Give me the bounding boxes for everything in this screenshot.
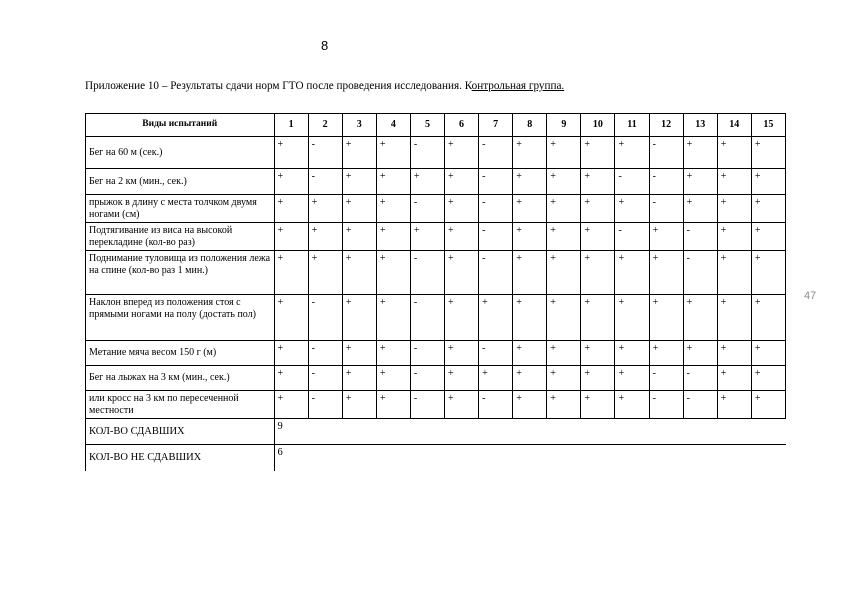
result-mark: + [717, 195, 751, 223]
test-name: Метание мяча весом 150 г (м) [86, 341, 275, 366]
table-summary [86, 419, 786, 471]
result-mark: + [581, 341, 615, 366]
result-mark: + [513, 391, 547, 419]
result-mark: + [717, 251, 751, 295]
result-mark: + [342, 195, 376, 223]
result-mark: - [649, 137, 683, 169]
result-mark: + [342, 137, 376, 169]
result-mark: + [581, 366, 615, 391]
page-number: 8 [321, 38, 329, 53]
result-mark: + [308, 195, 342, 223]
result-mark: + [717, 169, 751, 195]
table-header-row [86, 114, 786, 137]
result-mark: + [479, 366, 513, 391]
passed-count-row [86, 419, 786, 445]
result-mark: + [615, 195, 649, 223]
result-mark: - [308, 391, 342, 419]
result-mark: + [445, 295, 479, 341]
table-body [86, 137, 786, 419]
result-mark: + [274, 295, 308, 341]
result-mark: + [615, 251, 649, 295]
result-mark: - [479, 195, 513, 223]
result-mark: + [751, 341, 785, 366]
result-mark: - [410, 391, 444, 419]
result-mark: + [513, 341, 547, 366]
result-mark: - [479, 341, 513, 366]
result-mark: + [751, 169, 785, 195]
test-name: Бег на 60 м (сек.) [86, 137, 275, 169]
result-mark: + [547, 195, 581, 223]
result-mark: - [410, 251, 444, 295]
result-mark: + [547, 295, 581, 341]
table-row [86, 169, 786, 195]
caption-main: Приложение 10 – Результаты сдачи норм ГТО после проведения исследования. К [85, 80, 472, 92]
result-mark: - [479, 251, 513, 295]
result-mark: - [410, 195, 444, 223]
result-mark: + [274, 366, 308, 391]
result-mark: - [649, 391, 683, 419]
failed-count-row [86, 445, 786, 471]
result-mark: + [445, 341, 479, 366]
result-mark: + [445, 223, 479, 251]
result-mark: + [717, 295, 751, 341]
result-mark: + [717, 341, 751, 366]
result-mark: - [649, 169, 683, 195]
result-mark: + [751, 366, 785, 391]
result-mark: - [308, 341, 342, 366]
result-mark: - [683, 366, 717, 391]
result-mark: + [410, 223, 444, 251]
header-col-4: 4 [376, 114, 410, 137]
result-mark: - [479, 223, 513, 251]
result-mark: + [376, 366, 410, 391]
result-mark: + [513, 169, 547, 195]
result-mark: + [581, 137, 615, 169]
table-row [86, 366, 786, 391]
result-mark: + [581, 251, 615, 295]
result-mark: + [547, 223, 581, 251]
table-row [86, 137, 786, 169]
result-mark: + [342, 169, 376, 195]
result-mark: + [342, 223, 376, 251]
test-name: прыжок в длину с места толчком двумя ногами (см) [86, 195, 275, 223]
caption-tail: онтрольная группа. [471, 80, 565, 92]
result-mark: + [649, 295, 683, 341]
result-mark: + [683, 295, 717, 341]
result-mark: + [581, 223, 615, 251]
table-row [86, 195, 786, 223]
result-mark: + [445, 366, 479, 391]
header-col-7: 7 [479, 114, 513, 137]
table-row [86, 223, 786, 251]
result-mark: + [547, 391, 581, 419]
result-mark: - [410, 137, 444, 169]
header-col-3: 3 [342, 114, 376, 137]
result-mark: - [479, 137, 513, 169]
result-mark: + [683, 195, 717, 223]
result-mark: + [513, 137, 547, 169]
table-row [86, 341, 786, 366]
result-mark: + [513, 195, 547, 223]
result-mark: + [751, 137, 785, 169]
failed-count-value: 6 [274, 445, 785, 471]
table-row [86, 251, 786, 295]
result-mark: + [649, 223, 683, 251]
result-mark: + [376, 137, 410, 169]
result-mark: + [376, 223, 410, 251]
result-mark: + [751, 295, 785, 341]
result-mark: - [615, 169, 649, 195]
result-mark: + [308, 251, 342, 295]
result-mark: + [274, 341, 308, 366]
result-mark: - [479, 391, 513, 419]
test-name: или кросс на 3 км по пересеченной местности [86, 391, 275, 419]
result-mark: + [581, 295, 615, 341]
test-name: Бег на лыжах на 3 км (мин., сек.) [86, 366, 275, 391]
result-mark: - [683, 223, 717, 251]
header-col-10: 10 [581, 114, 615, 137]
header-col-5: 5 [410, 114, 444, 137]
test-name: Наклон вперед из положения стоя с прямыми ногами на полу (достать пол) [86, 295, 275, 341]
result-mark: + [649, 341, 683, 366]
result-mark: + [376, 195, 410, 223]
result-mark: + [274, 223, 308, 251]
result-mark: + [615, 295, 649, 341]
result-mark: + [683, 341, 717, 366]
table-row [86, 295, 786, 341]
result-mark: + [649, 251, 683, 295]
result-mark: - [410, 295, 444, 341]
result-mark: + [445, 137, 479, 169]
result-mark: + [445, 169, 479, 195]
result-mark: + [274, 251, 308, 295]
header-col-8: 8 [513, 114, 547, 137]
test-name: Поднимание туловища из положения лежа на спине (кол-во раз 1 мин.) [86, 251, 275, 295]
result-mark: + [513, 251, 547, 295]
result-mark: + [274, 169, 308, 195]
result-mark: + [615, 137, 649, 169]
failed-count-label: КОЛ-ВО НЕ СДАВШИХ [86, 445, 275, 471]
result-mark: - [615, 223, 649, 251]
gto-results-table [85, 113, 786, 471]
result-mark: + [342, 391, 376, 419]
test-name: Подтягивание из виса на высокой перекладине (кол-во раз) [86, 223, 275, 251]
result-mark: + [717, 391, 751, 419]
result-mark: - [410, 341, 444, 366]
result-mark: + [751, 223, 785, 251]
result-mark: + [410, 169, 444, 195]
result-mark: + [445, 391, 479, 419]
result-mark: + [683, 169, 717, 195]
result-mark: - [308, 169, 342, 195]
passed-count-label: КОЛ-ВО СДАВШИХ [86, 419, 275, 445]
result-mark: + [547, 366, 581, 391]
result-mark: + [376, 169, 410, 195]
result-mark: + [445, 195, 479, 223]
result-mark: + [342, 251, 376, 295]
result-mark: + [547, 169, 581, 195]
table-row [86, 391, 786, 419]
result-mark: + [751, 195, 785, 223]
result-mark: + [717, 366, 751, 391]
result-mark: - [683, 251, 717, 295]
result-mark: + [308, 223, 342, 251]
result-mark: - [308, 295, 342, 341]
header-col-2: 2 [308, 114, 342, 137]
result-mark: - [410, 366, 444, 391]
result-mark: + [445, 251, 479, 295]
result-mark: - [683, 391, 717, 419]
result-mark: + [513, 295, 547, 341]
result-mark: + [274, 195, 308, 223]
result-mark: + [547, 137, 581, 169]
header-col-6: 6 [445, 114, 479, 137]
result-mark: + [581, 391, 615, 419]
header-col-12: 12 [649, 114, 683, 137]
result-mark: + [342, 295, 376, 341]
result-mark: - [479, 169, 513, 195]
header-col-9: 9 [547, 114, 581, 137]
result-mark: + [376, 295, 410, 341]
result-mark: + [376, 391, 410, 419]
header-test-types: Виды испытаний [86, 114, 275, 137]
header-col-14: 14 [717, 114, 751, 137]
test-name: Бег на 2 км (мин., сек.) [86, 169, 275, 195]
result-mark: + [274, 391, 308, 419]
result-mark: + [615, 366, 649, 391]
result-mark: + [513, 366, 547, 391]
result-mark: + [683, 137, 717, 169]
result-mark: + [751, 251, 785, 295]
result-mark: + [513, 223, 547, 251]
result-mark: + [615, 341, 649, 366]
result-mark: + [717, 223, 751, 251]
result-mark: + [615, 391, 649, 419]
result-mark: + [547, 341, 581, 366]
header-col-1: 1 [274, 114, 308, 137]
result-mark: + [717, 137, 751, 169]
result-mark: + [376, 341, 410, 366]
header-col-13: 13 [683, 114, 717, 137]
result-mark: + [376, 251, 410, 295]
result-mark: + [581, 195, 615, 223]
result-mark: + [547, 251, 581, 295]
result-mark: - [308, 366, 342, 391]
side-page-number: 47 [804, 290, 817, 302]
result-mark: - [649, 366, 683, 391]
result-mark: - [649, 195, 683, 223]
header-col-15: 15 [751, 114, 785, 137]
appendix-caption [85, 80, 564, 92]
result-mark: - [308, 137, 342, 169]
result-mark: + [581, 169, 615, 195]
result-mark: + [342, 366, 376, 391]
header-col-11: 11 [615, 114, 649, 137]
passed-count-value: 9 [274, 419, 785, 445]
result-mark: + [342, 341, 376, 366]
result-mark: + [274, 137, 308, 169]
result-mark: + [751, 391, 785, 419]
result-mark: + [479, 295, 513, 341]
